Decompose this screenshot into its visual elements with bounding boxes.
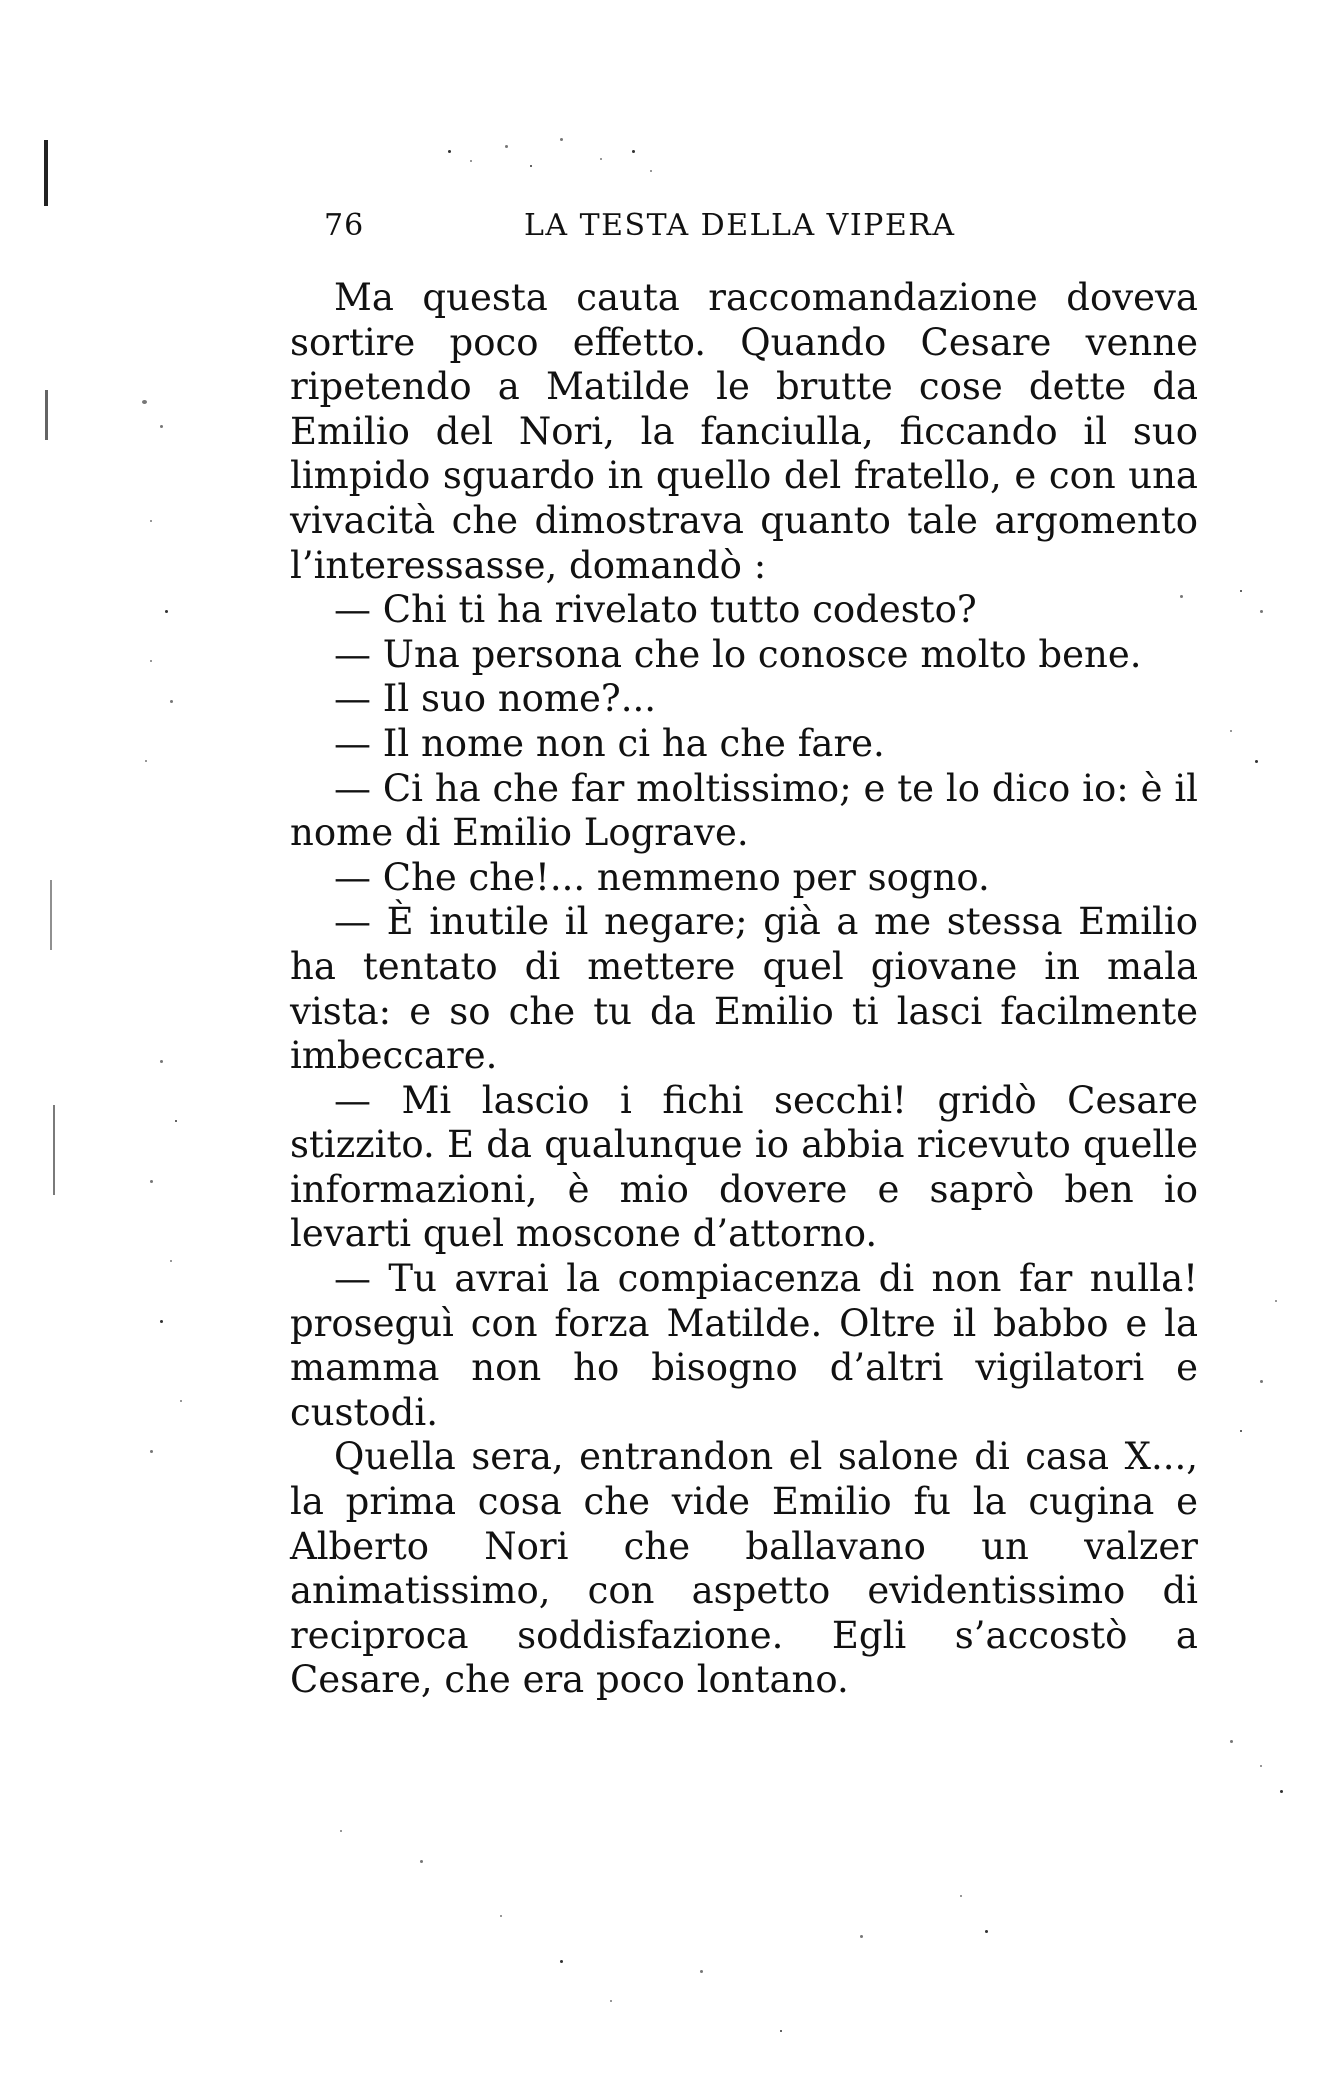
scan-speck <box>160 1320 163 1323</box>
scan-speck <box>180 1400 182 1402</box>
scan-speck <box>650 170 652 172</box>
paragraph-1: Ma questa cauta raccomandazione doveva sortire poco effetto. Quando Cesare venne ripetendo a Matilde le brutte cose dette da Emilio del Nori, la fanciulla, ficcando il suo limpido sguardo in quello del fratello, e con una vivacità che dimostrava quanto tale argomento l’interessasse, domandò : <box>290 276 1198 587</box>
scan-speck <box>1230 1740 1233 1743</box>
scan-speck <box>500 1915 502 1917</box>
scan-speck <box>610 2000 612 2002</box>
dialogue-line-1: — Chi ti ha rivelato tutto codesto? <box>334 588 977 632</box>
scan-mark <box>53 1105 55 1195</box>
dialogue-line-5: — Ci ha che far moltissimo; e te lo dico io: è il nome di Emilio Lograve. <box>290 766 1198 855</box>
scan-speck <box>560 138 563 141</box>
scan-speck <box>420 1860 423 1863</box>
scan-speck <box>860 1935 863 1938</box>
scan-speck <box>150 1180 153 1183</box>
scan-speck <box>1260 1380 1263 1383</box>
scan-mark <box>44 140 48 206</box>
scan-speck <box>505 145 508 148</box>
scan-speck <box>1230 730 1232 732</box>
body-text <box>290 276 1198 1703</box>
running-header <box>324 208 964 248</box>
scan-speck <box>780 2030 782 2032</box>
dialogue-line-4: — Il nome non ci ha che fare. <box>334 721 885 765</box>
scan-speck <box>530 165 532 167</box>
scan-speck <box>1260 610 1263 613</box>
scan-speck <box>160 425 163 428</box>
scan-speck <box>160 1060 163 1063</box>
scan-speck <box>150 520 152 522</box>
scan-speck <box>1280 1790 1283 1793</box>
scan-speck <box>175 1120 177 1122</box>
scan-speck <box>1240 590 1242 592</box>
scan-speck <box>165 610 168 613</box>
scan-speck <box>960 1895 962 1897</box>
scan-speck <box>560 1960 563 1963</box>
scan-speck <box>1275 1300 1277 1302</box>
dialogue-line-2: — Una persona che lo conosce molto bene. <box>334 632 1142 676</box>
scan-speck <box>170 1260 172 1262</box>
page-number: 76 <box>324 208 365 243</box>
scan-speck <box>150 660 152 662</box>
scan-speck <box>1180 595 1183 598</box>
scan-speck <box>1255 760 1258 763</box>
dialogue-line-9: — Tu avrai la compiacenza di non far nulla! proseguì con forza Matilde. Oltre il babbo e la mamma non ho bisogno d’altri vigilatori e custodi. <box>290 1257 1198 1434</box>
scan-speck <box>600 158 602 160</box>
scan-speck <box>145 760 147 762</box>
scan-speck <box>1240 1430 1242 1432</box>
scan-speck <box>170 700 173 703</box>
scan-speck <box>470 160 472 162</box>
scan-speck <box>1260 1765 1262 1767</box>
scan-mark <box>45 390 48 440</box>
scan-mark <box>50 880 52 950</box>
dialogue-line-3: — Il suo nome?... <box>334 677 657 721</box>
dialogue-line-6: — Che che!... nemmeno per sogno. <box>334 855 990 899</box>
scan-speck <box>142 400 147 404</box>
scan-speck <box>700 1970 703 1973</box>
dialogue-line-8: — Mi lascio i fichi secchi! gridò Cesare stizzito. E da qualunque io abbia ricevuto quelle informazioni, è mio dovere e saprò ben io levarti quel moscone d’attorno. <box>290 1078 1198 1256</box>
scan-speck <box>150 1450 153 1453</box>
dialogue-line-7: — È inutile il negare; già a me stessa Emilio ha tentato di mettere quel giovane in mala vista: e so che tu da Emilio ti lasci facilmente imbeccare. <box>290 900 1198 1078</box>
running-title: LA TESTA DELLA VIPERA <box>524 208 956 243</box>
paragraph-2: Quella sera, entrandon el salone di casa X..., la prima cosa che vide Emilio fu la cugina e Alberto Nori che ballavano un valzer animatissimo, con aspetto evidentissimo di reciproca soddisfazione. Egli s’accostò a Cesare, che era poco lontano. <box>290 1435 1198 1702</box>
scan-speck <box>632 150 635 153</box>
scan-speck <box>340 1830 342 1832</box>
scan-speck <box>985 1930 988 1933</box>
scan-speck <box>448 150 451 153</box>
